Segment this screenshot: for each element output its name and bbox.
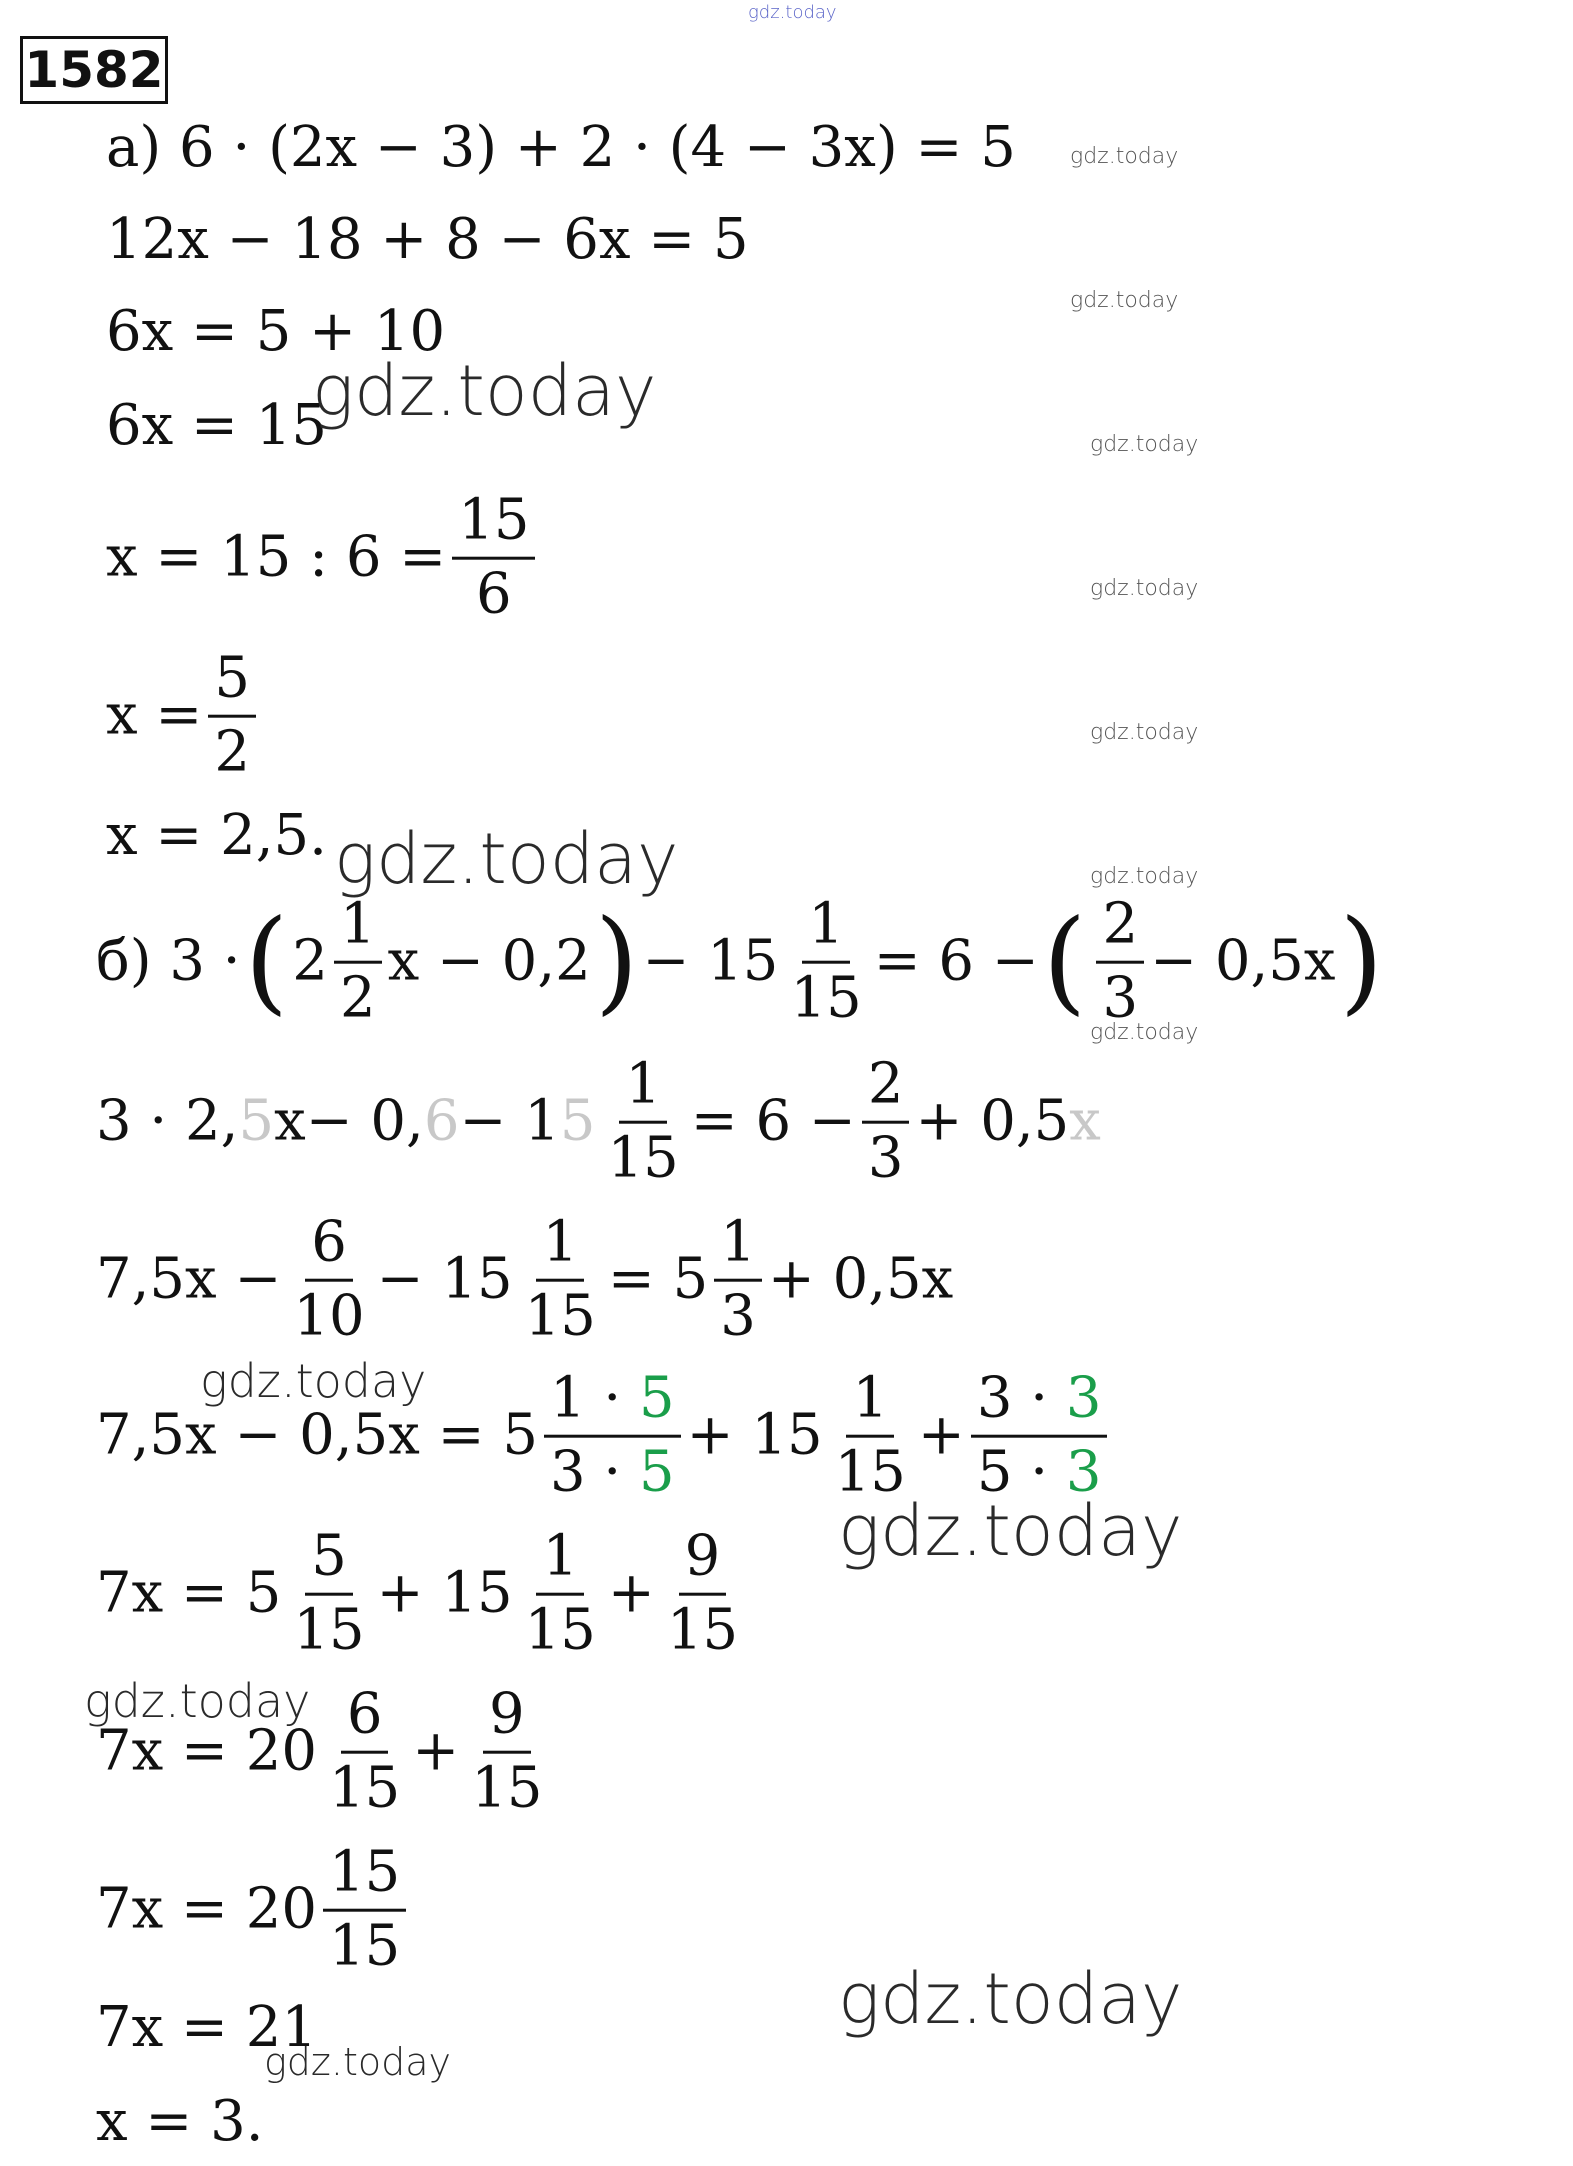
fraction	[334, 891, 382, 1031]
math-text: − 1	[459, 1089, 560, 1154]
watermark-small: gdz.today	[1070, 144, 1179, 169]
math-text: 3 ·	[549, 1439, 639, 1505]
denominator: 2	[339, 965, 376, 1031]
equation-a-line-4	[106, 393, 327, 458]
fraction	[323, 1839, 406, 1979]
denominator: 10	[293, 1283, 365, 1349]
math-text: x =	[106, 683, 203, 748]
denominator: 15	[834, 1439, 906, 1505]
denominator: 15	[607, 1125, 679, 1191]
numerator: 1	[536, 1528, 584, 1596]
numerator	[544, 1365, 681, 1438]
fraction	[862, 1051, 910, 1191]
math-text: 1 ·	[549, 1365, 639, 1431]
math-text: = 6 −	[873, 929, 1039, 994]
numerator: 2	[1096, 896, 1144, 964]
fraction	[287, 1209, 370, 1349]
denominator: 3	[1102, 965, 1139, 1031]
problem-number: 1582	[20, 36, 168, 104]
math-text: x = 15 : 6 =	[106, 525, 447, 590]
numerator: 5	[305, 1528, 353, 1596]
numerator	[971, 1365, 1108, 1438]
equation-b-line-7	[96, 1839, 412, 1979]
fraction	[602, 1051, 685, 1191]
math-text-faded: 5	[238, 1089, 275, 1154]
math-text: − 15	[376, 1247, 513, 1312]
highlighted-factor: 3	[1065, 1365, 1102, 1431]
math-text: 3 ·	[976, 1365, 1066, 1431]
highlighted-factor: 5	[639, 1365, 675, 1431]
math-text: 7x = 21	[96, 1995, 317, 2060]
equation-a-line-5	[106, 487, 541, 627]
watermark-small: gdz.today	[1070, 288, 1179, 313]
fraction	[452, 487, 535, 627]
denominator: 15	[666, 1597, 739, 1663]
highlighted-factor: 5	[639, 1439, 675, 1505]
numerator: 1	[334, 896, 382, 964]
right-paren: )	[594, 896, 639, 1027]
denominator: 6	[476, 561, 512, 627]
watermark-top: gdz.today	[748, 2, 837, 23]
fraction	[208, 645, 256, 785]
math-text: = 5	[607, 1247, 709, 1312]
numerator: 9	[483, 1686, 531, 1754]
right-paren: )	[1339, 896, 1384, 1027]
numerator: 1	[619, 1056, 667, 1124]
fraction	[829, 1365, 912, 1505]
numerator: 1	[802, 896, 850, 964]
denominator: 15	[524, 1597, 596, 1663]
equation-a-line-7	[106, 803, 327, 868]
math-text-faded: 5	[559, 1089, 596, 1154]
numerator: 1	[846, 1370, 894, 1438]
math-text: б) 3 ·	[96, 929, 241, 994]
math-text: + 0,5x	[767, 1247, 954, 1312]
fraction	[465, 1681, 548, 1821]
fraction	[971, 1365, 1108, 1505]
equation-a-line-6	[106, 645, 262, 785]
equation-b-line-9	[96, 2089, 264, 2154]
denominator	[544, 1438, 681, 1503]
fraction	[544, 1365, 681, 1505]
denominator: 15	[790, 965, 862, 1031]
numerator: 1	[536, 1214, 584, 1282]
denominator: 3	[867, 1125, 904, 1191]
math-text: +	[607, 1561, 655, 1626]
watermark-medium: gdz.today	[84, 1674, 311, 1728]
math-text: 6x = 5 + 10	[106, 299, 446, 364]
fraction	[1096, 891, 1144, 1031]
denominator: 15	[471, 1755, 543, 1821]
math-text: а) 6 · (2x − 3) + 2 · (4 − 3x) = 5	[106, 115, 1016, 180]
fraction	[519, 1209, 602, 1349]
numerator: 6	[341, 1686, 389, 1754]
denominator: 15	[293, 1597, 365, 1663]
math-text-faded: 6	[423, 1089, 460, 1154]
math-text: 3 · 2,	[96, 1089, 239, 1154]
math-text: + 0,5	[915, 1089, 1070, 1154]
math-text: x = 3.	[96, 2089, 264, 2154]
math-text: 12x − 18 + 8 − 6x = 5	[106, 207, 749, 272]
math-text: 7x = 20	[96, 1877, 317, 1942]
math-text: − 0,5x	[1150, 929, 1336, 994]
numerator: 9	[679, 1528, 727, 1596]
math-text: +	[412, 1719, 460, 1784]
fraction	[519, 1523, 602, 1663]
equation-a-line-2	[106, 207, 749, 272]
numerator: 2	[862, 1056, 910, 1124]
watermark-large: gdz.today	[334, 818, 679, 900]
watermark-small: gdz.today	[1090, 576, 1199, 601]
highlighted-factor: 3	[1065, 1439, 1102, 1505]
math-text: 7,5x − 0,5x = 5	[96, 1403, 538, 1468]
watermark-large: gdz.today	[838, 1490, 1183, 1572]
denominator: 3	[720, 1283, 756, 1349]
watermark-small: gdz.today	[1090, 720, 1199, 745]
denominator: 15	[329, 1755, 401, 1821]
math-text: 6x = 15	[106, 393, 327, 458]
numerator: 15	[323, 1844, 406, 1912]
denominator: 15	[524, 1283, 596, 1349]
fraction	[784, 891, 867, 1031]
equation-b-line-5	[96, 1523, 750, 1663]
math-text-faded: x	[1069, 1089, 1101, 1154]
watermark-large: gdz.today	[312, 350, 657, 432]
math-text: 7x = 20	[96, 1719, 317, 1784]
fraction	[287, 1523, 370, 1663]
math-text: + 15	[376, 1561, 513, 1626]
left-paren: (	[244, 896, 289, 1027]
numerator: 5	[208, 650, 256, 718]
math-text: = 6 −	[690, 1089, 856, 1154]
watermark-medium: gdz.today	[200, 1354, 427, 1408]
watermark-small: gdz.today	[1090, 1020, 1199, 1045]
math-text: 7,5x −	[96, 1247, 282, 1312]
math-text: x = 2,5.	[106, 803, 327, 868]
watermark-large: gdz.today	[838, 1958, 1183, 2040]
denominator: 2	[214, 719, 250, 785]
math-text: 7x = 5	[96, 1561, 282, 1626]
numerator: 6	[305, 1214, 353, 1282]
math-text: 5 ·	[976, 1439, 1066, 1505]
numerator: 15	[452, 492, 535, 560]
math-text: 2	[292, 929, 328, 994]
equation-b-line-1	[96, 891, 1387, 1031]
equation-b-line-3	[96, 1209, 954, 1349]
math-text: − 15	[642, 929, 779, 994]
watermark-small: gdz.today	[1090, 432, 1199, 457]
left-paren: (	[1042, 896, 1087, 1027]
math-text: +	[917, 1403, 965, 1468]
watermark-small: gdz.today	[1090, 864, 1199, 889]
math-text: + 15	[686, 1403, 823, 1468]
math-text: x − 0,2	[387, 929, 591, 994]
fraction	[661, 1523, 744, 1663]
equation-a-line-1	[106, 115, 1016, 180]
math-text: x	[274, 1089, 306, 1154]
numerator: 1	[714, 1214, 762, 1282]
fraction	[714, 1209, 762, 1349]
fraction	[323, 1681, 406, 1821]
equation-b-line-2	[96, 1051, 1101, 1191]
watermark-medium: gdz.today	[264, 2040, 451, 2084]
denominator: 15	[329, 1913, 401, 1979]
math-text: − 0,	[305, 1089, 424, 1154]
